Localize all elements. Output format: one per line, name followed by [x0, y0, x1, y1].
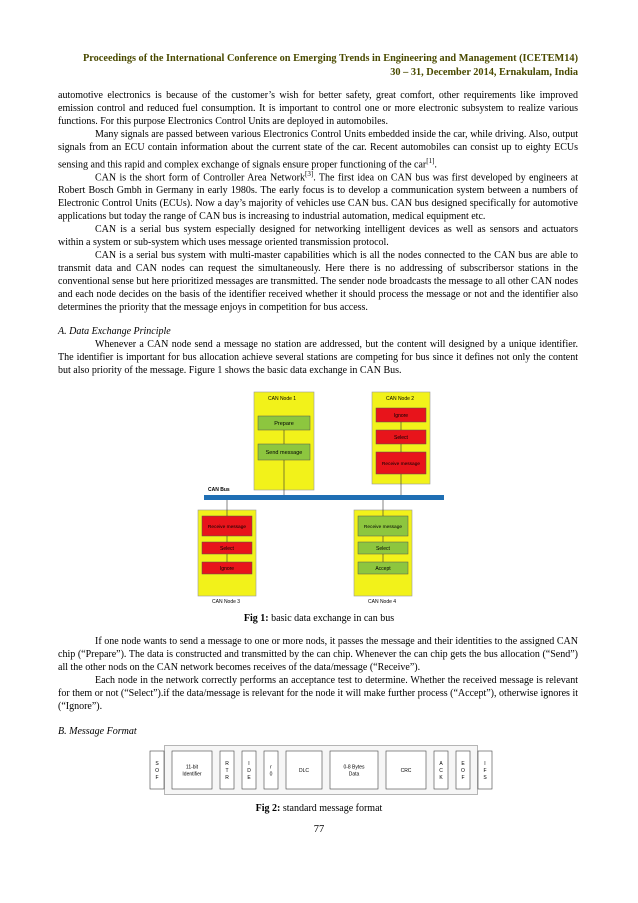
- paragraph-ecu-signals: [58, 129, 578, 172]
- message-field-label: R: [225, 775, 229, 781]
- can-node-2-title: CAN Node 2: [386, 396, 415, 402]
- message-field-label: T: [225, 768, 229, 774]
- message-field-label: r: [270, 764, 272, 771]
- message-field-label: O: [461, 768, 465, 774]
- node3-ignore-label: Ignore: [219, 566, 235, 572]
- page-number: 77: [313, 824, 325, 835]
- can-node-1-title: CAN Node 1: [268, 396, 297, 402]
- message-field-label: S: [483, 775, 487, 781]
- figure-1-caption-text: basic data exchange in can bus: [268, 613, 395, 624]
- can-bus-label: CAN Bus: [208, 487, 230, 493]
- figure-2-caption-label: Fig 2:: [255, 803, 281, 814]
- message-field-label: E: [247, 775, 251, 781]
- can-node-3-title: CAN Node 3: [212, 599, 241, 605]
- message-field-label: K: [439, 775, 443, 781]
- message-field-label: S: [155, 761, 159, 767]
- node3-receive-label: Receive message: [207, 525, 247, 530]
- message-field-label: E: [461, 761, 465, 767]
- node4-select-label: Select: [376, 546, 390, 552]
- message-field-label: F: [155, 775, 159, 781]
- section-heading-data-exchange: A. Data Exchange Principle: [58, 326, 171, 337]
- paragraph-ecu-signals-end: .: [434, 159, 437, 171]
- figure-2-message-format: [155, 745, 487, 795]
- node1-prepare-label: Prepare: [274, 421, 294, 427]
- paragraph-can-definition-start: CAN is the short form of Controller Area Network: [95, 172, 306, 184]
- paragraph-ecu-signals-text: Many signals are passed between various Electronics Control Units embedded inside the car, while driving. Also, output signals from an ECU contain information about the current state of the car. Recent automobiles can consist up to eighty ECUs sensing and this rapid and complex exchange of signals ensure proper functioning of the car: [58, 129, 578, 171]
- node1-send-label: Send message: [265, 450, 303, 456]
- citation-1: [1]: [426, 156, 435, 165]
- node4-accept-label: Accept: [375, 566, 391, 572]
- figure-2-caption: [0, 803, 638, 814]
- section-heading-message-format: B. Message Format: [58, 726, 137, 737]
- message-field-label: CRC: [400, 768, 412, 774]
- message-field-label: A: [439, 761, 443, 767]
- proceedings-header-line2: 30 – 31, December 2014, Ernakulam, India: [390, 67, 578, 78]
- message-field-label: R: [225, 761, 229, 767]
- message-field-label: Identifier: [182, 771, 202, 778]
- message-field-label: I: [484, 761, 486, 767]
- message-field-label: I: [248, 761, 250, 767]
- paragraph-serial-bus: CAN is a serial bus system especially designed for networking intelligent devices as well as sensors and actuators within a system or sub-system which uses message oriented transmission protocol.: [58, 224, 578, 248]
- message-field-label: F: [483, 768, 487, 774]
- message-field-label: C: [439, 768, 443, 774]
- node2-select-label: Select: [394, 435, 408, 441]
- paragraph-can-definition-rest: . The first idea on CAN bus was first developed by engineers at Robert Bosch Gmbh in Germany in early 1980s. The early focus is to develop a communication system between a numbers of Electronic Control Units (ECUs). Now a day’s majority of vehicles use CAN bus. CAN bus designed specifically for automotive applications but today the range of CAN bus is increasing to industrial automation, medical equipment etc.: [58, 172, 579, 223]
- message-field-label: O: [155, 768, 159, 774]
- paragraph-send-process: If one node wants to send a message to one or more nods, it passes the message and their identities to the assigned CAN chip (“Prepare”). The data is constructed and transmitted by the can chip. Whenever the can chip gets the bus allocation (“Send”) all the other nods on the CAN network becomes receives of the data/message (“Receive”).: [58, 636, 578, 673]
- message-field-label: DLC: [298, 768, 310, 774]
- node2-ignore-label: Ignore: [393, 413, 409, 419]
- message-field-label: 0-8 Bytes: [343, 764, 365, 771]
- message-field-label: 11-bit: [185, 764, 199, 771]
- node2-receive-label: Receive message: [381, 462, 421, 467]
- figure-2-caption-text: standard message format: [280, 803, 383, 814]
- paragraph-multi-master: CAN is a serial bus system with multi-master capabilities which is all the nodes connected to the CAN bus are able to transmit data and CAN nodes can request the simultaneously. Here there is no addressing of subscribersor stations in the conventional sense but here prioritized messages are transmitted. The sender node broadcasts the message to all other CAN nodes and each node decides on the basis of the identifier received whether it should process the message or not and the identifier also determines the priority that the message enjoys in competition for bus access.: [58, 250, 578, 313]
- node3-select-label: Select: [220, 546, 234, 552]
- figure-1-can-data-exchange: [194, 386, 446, 606]
- paragraph-acceptance-test: Each node in the network correctly performs an acceptance test to determine. Whether the received message is relevant for them or not (“Select”).if the data/message is relevant for the node it will make further process (“Accept”), otherwise ignores it (“Ignore”).: [58, 675, 578, 712]
- proceedings-header-line1: Proceedings of the International Conference on Emerging Trends in Engineering and Management (ICETEM14): [82, 53, 578, 64]
- figure-1-caption-label: Fig 1:: [243, 613, 269, 624]
- message-field-label: 0: [269, 771, 273, 778]
- message-field-label: D: [247, 768, 251, 774]
- message-field-label: Data: [348, 771, 360, 778]
- can-node-4-title: CAN Node 4: [368, 599, 397, 605]
- can-bus-line: [204, 495, 444, 500]
- paragraph-automotive-electronics: automotive electronics is because of the customer’s wish for better safety, great comfort, other requirements like improved emission control and reduced fuel consumption. It is important to control one or more electronic subsystem to realize various functions. For this purpose Electronics Control Units are deployed in automobiles.: [58, 90, 578, 127]
- figure-1-caption: [0, 613, 638, 624]
- citation-3: [3]: [305, 170, 314, 178]
- node4-receive-label: Receive message: [363, 525, 403, 530]
- paragraph-can-definition: [58, 168, 578, 224]
- message-field-label: F: [461, 775, 465, 781]
- paragraph-data-exchange: Whenever a CAN node send a message no station are addressed, but the content will designed by a unique identifier. The identifier is important for bus allocation achieve several stations are competing for bus since it defines not only the content but also priority of the message. Figure 1 shows the basic data exchange in CAN Bus.: [58, 339, 578, 376]
